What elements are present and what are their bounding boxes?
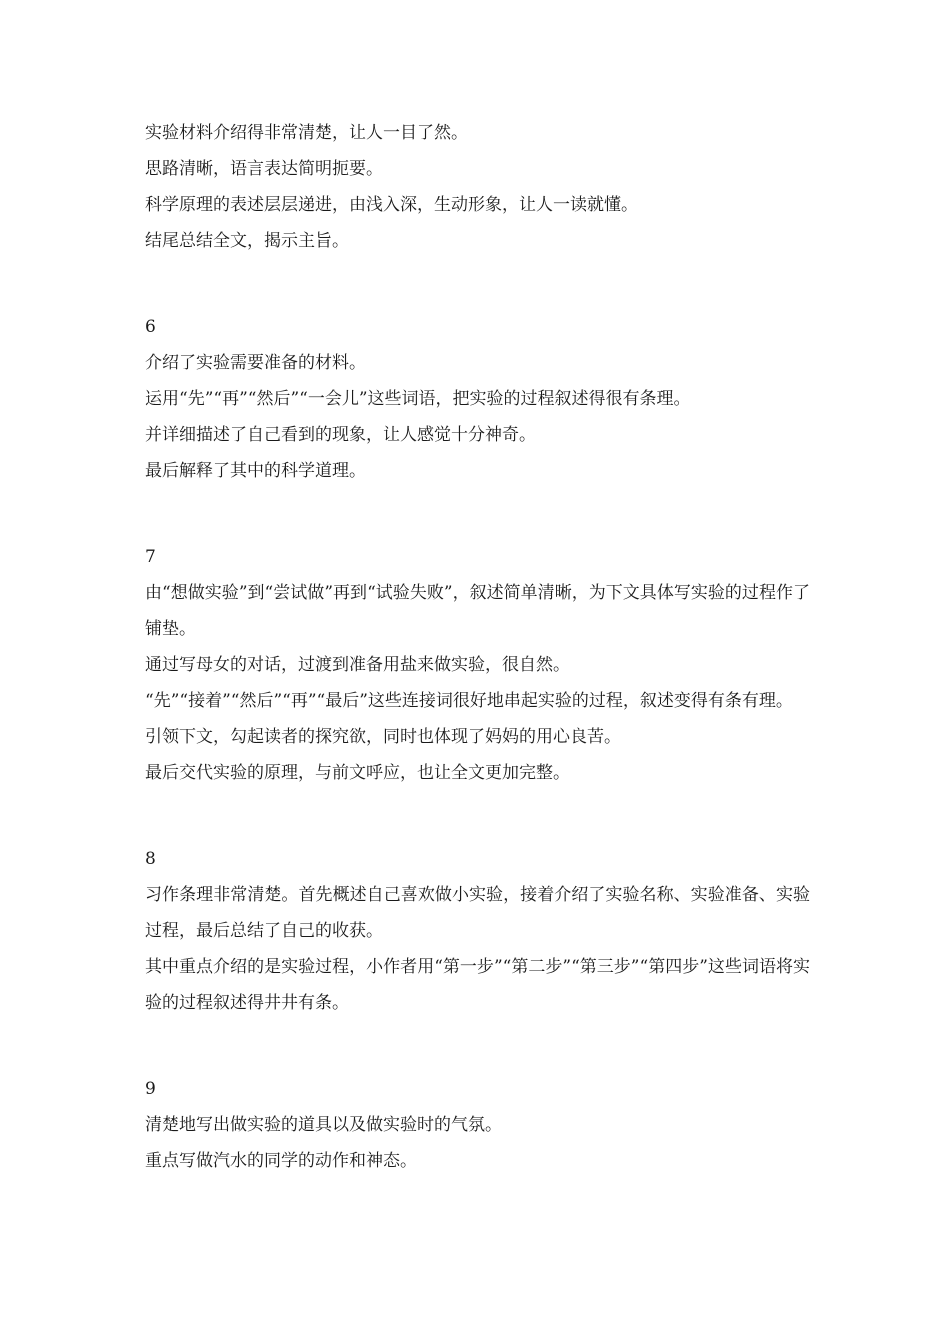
comment-line: 实验材料介绍得非常清楚，让人一目了然。 <box>145 123 468 143</box>
comment-paragraph: 其中重点介绍的是实验过程，小作者用“第一步”“第二步”“第三步”“第四步”这些词语将实验的过程叙述得井井有条。 <box>145 957 810 1013</box>
comment-line: 通过写母女的对话，过渡到准备用盐来做实验，很自然。 <box>145 655 570 675</box>
comment-section-7 <box>145 539 810 791</box>
comment-section-9 <box>145 1071 810 1179</box>
comment-line: 重点写做汽水的同学的动作和神态。 <box>145 1151 417 1171</box>
section-number: 7 <box>145 547 156 567</box>
comment-line: 思路清晰，语言表达简明扼要。 <box>145 159 383 179</box>
section-number: 8 <box>145 849 156 869</box>
document-body <box>145 115 810 1179</box>
comment-line: 科学原理的表述层层递进，由浅入深，生动形象，让人一读就懂。 <box>145 195 638 215</box>
comment-paragraph: “先”“接着”“然后”“再”“最后”这些连接词很好地串起实验的过程，叙述变得有条有理。 <box>145 691 793 711</box>
comment-section-6 <box>145 309 810 489</box>
comment-paragraph: 习作条理非常清楚。首先概述自己喜欢做小实验，接着介绍了实验名称、实验准备、实验过程，最后总结了自己的收获。 <box>145 885 810 941</box>
comment-line: 并详细描述了自己看到的现象，让人感觉十分神奇。 <box>145 425 536 445</box>
comment-line: 介绍了实验需要准备的材料。 <box>145 353 366 373</box>
comment-line: 最后解释了其中的科学道理。 <box>145 461 366 481</box>
comment-line: 最后交代实验的原理，与前文呼应，也让全文更加完整。 <box>145 763 570 783</box>
section-number: 9 <box>145 1079 156 1099</box>
comment-line: 结尾总结全文，揭示主旨。 <box>145 231 349 251</box>
comment-line: 引领下文，勾起读者的探究欲，同时也体现了妈妈的用心良苦。 <box>145 727 621 747</box>
comment-section-5 <box>145 115 810 259</box>
comment-line: 清楚地写出做实验的道具以及做实验时的气氛。 <box>145 1115 502 1135</box>
comment-section-8 <box>145 841 810 1021</box>
comment-paragraph: 由“想做实验”到“尝试做”再到“试验失败”，叙述简单清晰，为下文具体写实验的过程作了铺垫。 <box>145 583 810 639</box>
section-number: 6 <box>145 317 156 337</box>
comment-line: 运用“先”“再”“然后”“一会儿”这些词语，把实验的过程叙述得很有条理。 <box>145 389 691 409</box>
